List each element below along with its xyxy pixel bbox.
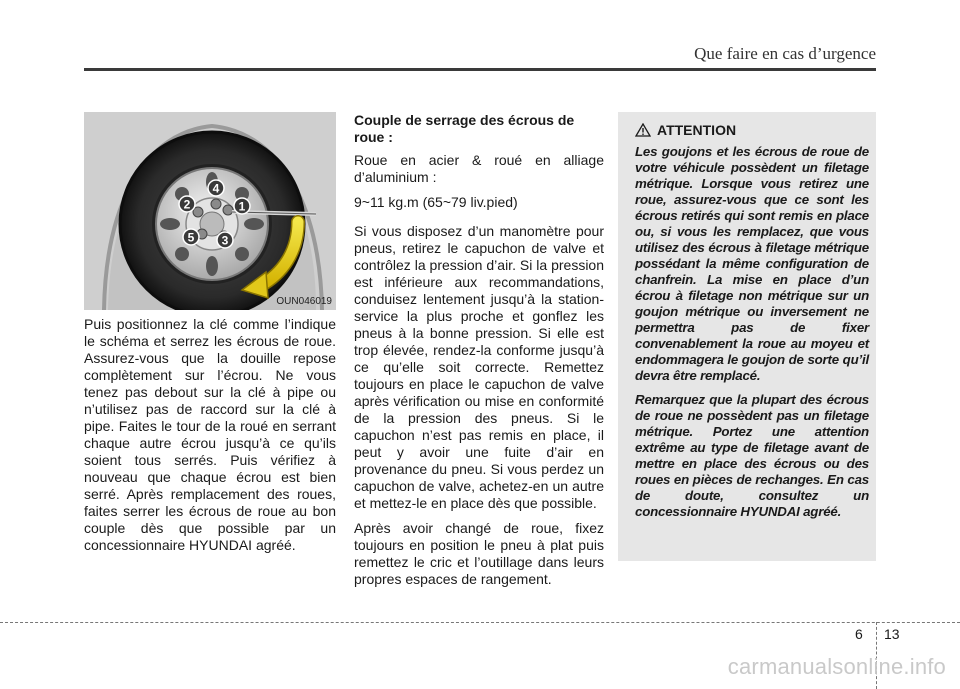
lug-label-5 xyxy=(183,229,199,245)
warning-paragraph-metric: Les goujons et les écrous de roue de votre véhicule possèdent un filetage métrique. Lorsque vous retirez une roue, assurez-vous que ce sont les écrous retirés qui sont remis en place ou, si vous les remplacez, que vous utilisez des écrous à filetage métrique possédant la même configuration de chanfrein. La mise en place d’un écrou à filetage non métrique sur un goujon métrique ou inversement ne permettra pas de fixer convenablement la roue au moyeu et endommagera le goujon de sorte qu’il devra être remplacé. xyxy=(635,144,869,383)
page-number: 13 xyxy=(884,626,900,642)
warning-body xyxy=(635,144,869,528)
header-rule xyxy=(84,68,876,71)
figure-code: OUN046019 xyxy=(276,296,332,307)
torque-subheading: Roue en acier & roué en alliage d’aluminium : xyxy=(354,152,604,185)
watermark: carmanualsonline.info xyxy=(727,654,946,679)
torque-value: 9~11 kg.m (65~79 liv.pied) xyxy=(354,194,518,210)
svg-text:4: 4 xyxy=(212,181,220,196)
lug-label-3 xyxy=(217,232,233,248)
svg-text:2: 2 xyxy=(183,197,191,212)
warning-header xyxy=(635,122,736,138)
wheel-illustration xyxy=(84,112,336,310)
footer-dashed-rule xyxy=(0,622,960,623)
paragraph-install-wrench: Puis positionnez la clé comme l’indique le schéma et serrez les écrous de roue. Assurez-vous que la douille repose complètement sur l’écrou. Ne vous tenez pas debout sur la clé à pipe ou n’utilisez pas de raccord sur la clé à pipe. Faites le tour de la roué en serrant chaque autre écrou jusqu’à ce qu’ils soient tous serrés. Puis vérifiez à nouveau que chaque écrou est bien serré. Après remplacement des roues, faites serrer les écrous de roue au bon couple dès que possible par un concessionnaire HYUNDAI agréé. xyxy=(84,316,336,553)
warning-box xyxy=(618,112,876,561)
wheel-lug-wrench-diagram xyxy=(84,112,336,310)
chapter-number: 6 xyxy=(855,626,863,642)
warning-title: ATTENTION xyxy=(657,122,737,138)
svg-text:5: 5 xyxy=(187,230,195,245)
svg-text:3: 3 xyxy=(221,233,229,248)
paragraph-pressure-check: Si vous disposez d’un manomètre pour pneus, retirez le capuchon de valve et contrôlez la pression d’air. Si la pression est inférieure aux recommandations, conduisez lentement jusqu’à la station-service la plus proche et gonflez les pneus à la bonne pression. Si elle est trop élevée, rendez-la conforme jusqu’à ce qu’elle soit correcte. Remettez toujours en place le capuchon de valve après vérification ou mise en conformité de la pression des pneus. Si le capuchon n’est pas remis en place, il peut y avoir une fuite d’air en provenance du pneu. Si vous perdez un capuchon de valve, achetez-en un autre et mettez-le en place dès que possible. xyxy=(354,223,604,511)
warning-paragraph-threads: Remarquez que la plupart des écrous de roue ne possèdent pas un filetage métrique. Portez une attention extrême au type de filetage avant de mettre en place des écrous ou des roues en pièces de rechanges. En cas de doute, consultez un concessionnaire HYUNDAI agréé. xyxy=(635,392,869,519)
page-header-title: Que faire en cas d’urgence xyxy=(694,44,876,63)
lug-label-2 xyxy=(179,196,195,212)
svg-text:1: 1 xyxy=(238,199,246,214)
column-middle xyxy=(354,112,604,596)
column-left xyxy=(84,316,336,562)
paragraph-storage: Après avoir changé de roue, fixez toujours en position le pneu à plat puis remettez le cric et l’outillage dans leurs propres espaces de rangement. xyxy=(354,520,604,587)
lug-label-1 xyxy=(234,198,250,214)
torque-heading: Couple de serrage des écrous de roue : xyxy=(354,112,575,145)
warning-triangle-icon xyxy=(635,123,651,137)
lug-label-4 xyxy=(208,180,224,196)
